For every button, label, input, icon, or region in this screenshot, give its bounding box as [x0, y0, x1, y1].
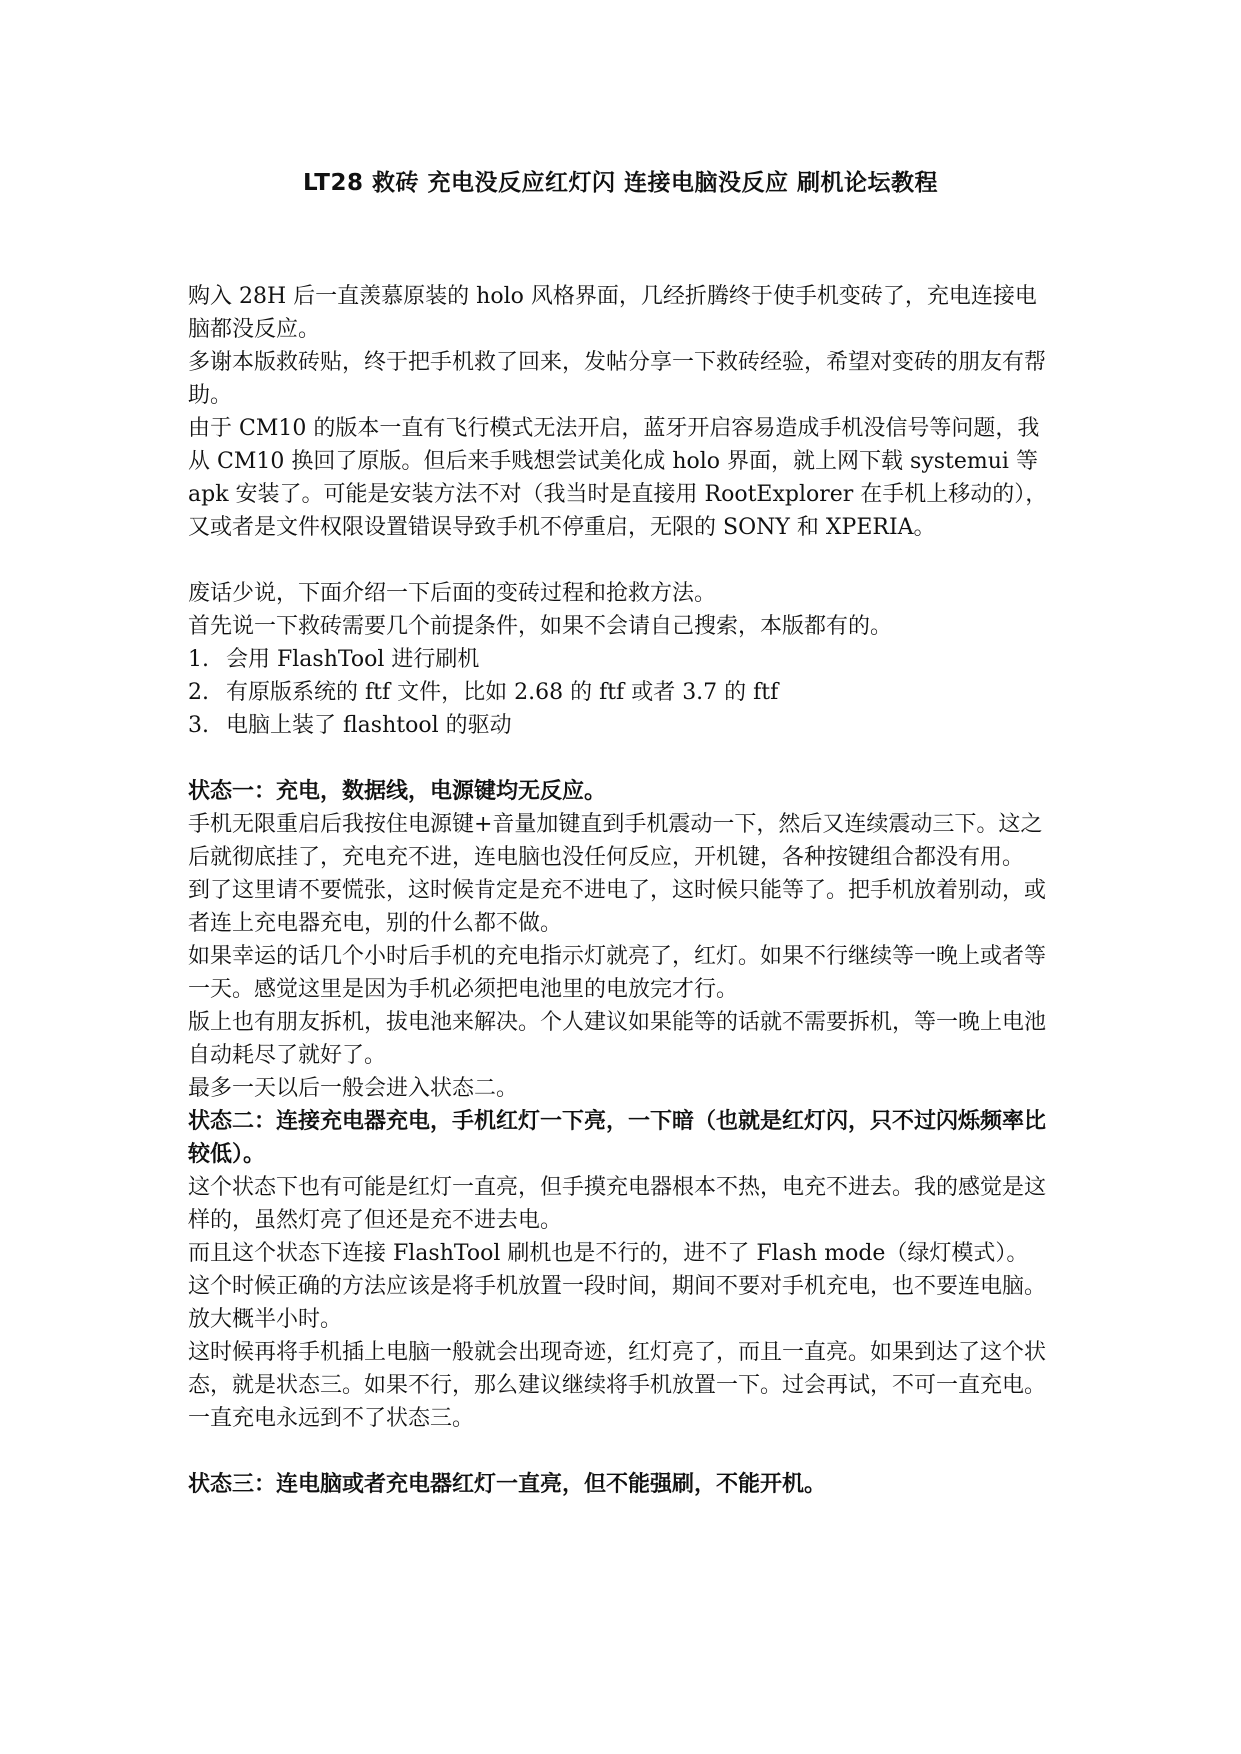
state1-paragraph: 如果幸运的话几个小时后手机的充电指示灯就亮了，红灯。如果不行继续等一晚上或者等一天。感觉这里是因为手机必须把电池里的电放完才行。 [188, 944, 1047, 1002]
list-number: 1. [188, 647, 209, 672]
list-number: 2. [188, 680, 209, 705]
state2-paragraph: 而且这个状态下连接 FlashTool 刷机也是不行的，进不了 Flash mode（绿灯模式）。 [188, 1241, 1029, 1266]
paragraph-gap [188, 1435, 1056, 1468]
state2-paragraph: 这个时候正确的方法应该是将手机放置一段时间，期间不要对手机充电，也不要连电脑。放大概半小时。 [188, 1274, 1047, 1332]
prereq-paragraph: 首先说一下救砖需要几个前提条件，如果不会请自己搜索，本版都有的。 [188, 614, 893, 639]
list-item [188, 709, 1056, 742]
state1-paragraph: 到了这里请不要慌张，这时候肯定是充不进电了，这时候只能等了。把手机放着别动，或者连上充电器充电，别的什么都不做。 [188, 878, 1047, 936]
state2-paragraph: 这个状态下也有可能是红灯一直亮，但手摸充电器根本不热，电充不进去。我的感觉是这样的，虽然灯亮了但还是充不进去电。 [188, 1175, 1047, 1233]
paragraph-gap [188, 742, 1056, 775]
state3-heading: 状态三：连电脑或者充电器红灯一直亮，但不能强刷，不能开机。 [188, 1471, 827, 1497]
prereq-paragraph: 废话少说，下面介绍一下后面的变砖过程和抢救方法。 [188, 581, 717, 606]
list-item [188, 643, 1056, 676]
state2-paragraph: 这时候再将手机插上电脑一般就会出现奇迹，红灯亮了，而且一直亮。如果到达了这个状态，就是状态三。如果不行，那么建议继续将手机放置一下。过会再试，不可一直充电。一直充电永远到不了状态三。 [188, 1340, 1047, 1431]
paragraph-gap [188, 544, 1056, 577]
list-text: 电脑上装了 flashtool 的驱动 [226, 713, 512, 738]
intro-paragraph: 多谢本版救砖贴，终于把手机救了回来，发帖分享一下救砖经验，希望对变砖的朋友有帮助。 [188, 350, 1047, 408]
document-body [188, 280, 1056, 1501]
intro-paragraph: 由于 CM10 的版本一直有飞行模式无法开启，蓝牙开启容易造成手机没信号等问题，我从 CM10 换回了原版。但后来手贱想尝试美化成 holo 界面，就上网下载 systemui 等 apk 安装了。可能是安装方法不对（我当时是直接用 RootExplorer 在手机上移动的），又或者是文件权限设置错误导致手机不停重启，无限的 SONY 和 XPERIA。 [188, 416, 1048, 540]
intro-paragraph: 购入 28H 后一直羡慕原装的 holo 风格界面，几经折腾终于使手机变砖了，充电连接电脑都没反应。 [188, 284, 1037, 342]
list-text: 有原版系统的 ftf 文件，比如 2.68 的 ftf 或者 3.7 的 ftf [226, 680, 779, 705]
list-item [188, 676, 1056, 709]
document-title: LT28 救砖 充电没反应红灯闪 连接电脑没反应 刷机论坛教程 [302, 170, 939, 196]
list-number: 3. [188, 713, 209, 738]
state1-heading: 状态一：充电，数据线，电源键均无反应。 [188, 778, 607, 804]
state1-paragraph: 手机无限重启后我按住电源键+音量加键直到手机震动一下，然后又连续震动三下。这之后就彻底挂了，充电充不进，连电脑也没任何反应，开机键，各种按键组合都没有用。 [188, 812, 1043, 870]
state1-paragraph: 最多一天以后一般会进入状态二。 [188, 1076, 519, 1101]
state2-heading: 状态二：连接充电器充电，手机红灯一下亮，一下暗（也就是红灯闪，只不过闪烁频率比较低）。 [188, 1108, 1047, 1167]
state1-paragraph: 版上也有朋友拆机，拔电池来解决。个人建议如果能等的话就不需要拆机，等一晚上电池自动耗尽了就好了。 [188, 1010, 1047, 1068]
list-text: 会用 FlashTool 进行刷机 [226, 647, 480, 672]
